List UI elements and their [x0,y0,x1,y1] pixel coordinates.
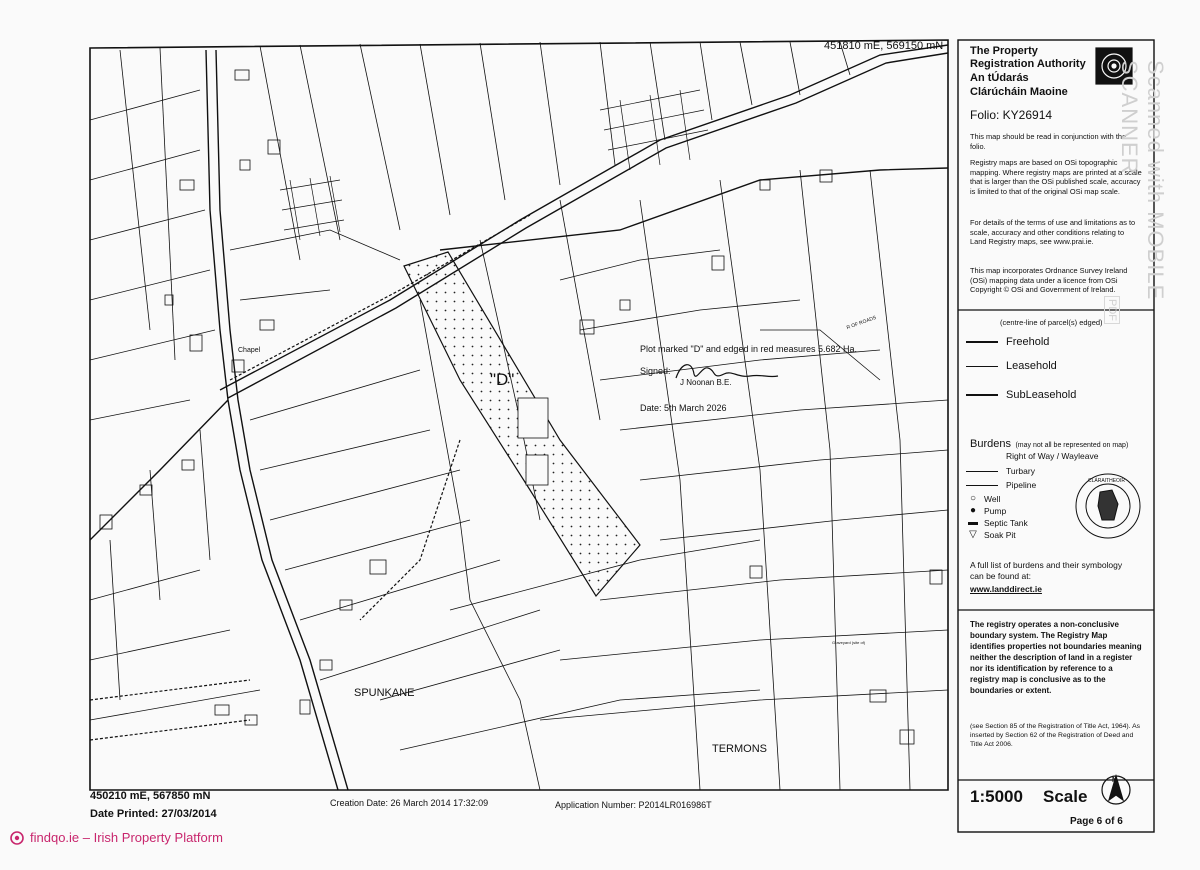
well-icon: ○ [969,493,977,504]
conclusive-note: The registry operates a non-conclusive boundary system. The Registry Map identifies properties not boundaries meaning neither the description of land in a register nor its identification by reference to a registry map is conclusive as to the boundaries or extent. [970,620,1142,695]
legend-freehold: Freehold [966,336,1049,348]
freehold-line-icon [966,341,998,343]
application-number: Application Number: P2014LR016986T [555,800,712,810]
label-spunkane: SPUNKANE [354,687,415,699]
authority-en-1: The Property [970,45,1038,57]
note-4: This map incorporates Ordnance Survey Ireland (OSi) mapping data under a licence from OSi Copyright © OSi and Government of Ireland. [970,266,1128,295]
scanner-watermark: Scanned with MOBILE SCANNER [1117,60,1168,301]
septic-tank-icon: ▬ [968,517,978,528]
scale-value: 1:5000 [970,787,1023,806]
coord-bottom: 450210 mE, 567850 mN [90,790,211,802]
scale-word: Scale [1043,787,1088,806]
landdirect-link[interactable]: www.landdirect.ie [970,584,1042,594]
coord-top: 451810 mE, 569150 mN [824,40,944,52]
annotation-signatory: J Noonan B.E. [680,378,732,387]
burden-pump: ● Pump [966,505,1006,516]
pdf-badge-icon: PDF [1104,296,1120,324]
burden-well: ○ Well [966,493,1000,504]
turbary-line-icon [966,471,998,472]
burden-pipeline: Pipeline [966,480,1036,490]
authority-ga-1: An tÚdarás [970,72,1029,84]
page-number: Page 6 of 6 [1070,816,1123,827]
label-termons: TERMONS [712,743,767,755]
burden-right-of-way: Right of Way / Wayleave [1006,451,1099,461]
conclusive-small: (see Section 85 of the Registration of Title Act, 1964). As inserted by Section 62 of the Registration of Deed and Title Act 2006. [970,723,1141,748]
folio: Folio: KY26914 [970,108,1053,122]
footer-brand[interactable] [10,830,223,845]
pump-icon: ● [969,505,977,516]
centreline-note: (centre-line of parcel(s) edged) [1000,318,1103,327]
label-right-of-roads: R OF ROADS [845,314,878,332]
pipeline-line-icon [966,485,998,486]
date-printed: Date Printed: 27/03/2014 [90,808,217,820]
seal-text: CLÁRAITHEOIR [1088,478,1125,484]
creation-date: Creation Date: 26 March 2014 17:32:09 [330,798,489,808]
label-plot-d: "D" [490,370,515,389]
findqo-logo-icon [10,831,24,845]
annotation-signed: Signed: [640,366,671,376]
leasehold-line-icon [966,366,998,367]
authority-en-2: Registration Authority [970,58,1086,70]
note-2: Registry maps are based on OSi topographic mapping. Where registry maps are printed at a scale that is larger than the OSi published scale, accuracy is limited to that of the original OSi map scale. [970,158,1142,196]
north-label: N [1112,777,1118,784]
authority-ga-2: Clárúcháin Maoine [970,86,1068,98]
label-chapel: Chapel [238,347,261,354]
note-1: This map should be read in conjunction with the folio. [970,132,1127,151]
annotation-date: Date: 5th March 2026 [640,403,727,413]
legend-leasehold: Leasehold [966,360,1057,372]
note-3: For details of the terms of use and limitations as to scale, accuracy and other conditions relating to Land Registry maps, see www.prai.ie. [970,218,1136,247]
burden-turbary: Turbary [966,466,1035,476]
label-small: Graveyard (site of) [832,640,866,645]
burden-soak-pit: ▽ Soak Pit [966,529,1016,540]
burden-septic-tank: ▬ Septic Tank [968,517,1028,528]
burdens-heading: Burdens (may not all be represented on map) [970,438,1129,450]
legend-subleasehold: SubLeasehold [966,389,1076,401]
full-list-note: A full list of burdens and their symbology can be found at: [970,560,1123,581]
footer-brand-text: findqo.ie – Irish Property Platform [30,830,223,845]
annotation-measure: Plot marked "D" and edged in red measures 5.682 Ha. [640,344,858,354]
subleasehold-line-icon [966,394,998,396]
soak-pit-icon: ▽ [969,529,977,540]
